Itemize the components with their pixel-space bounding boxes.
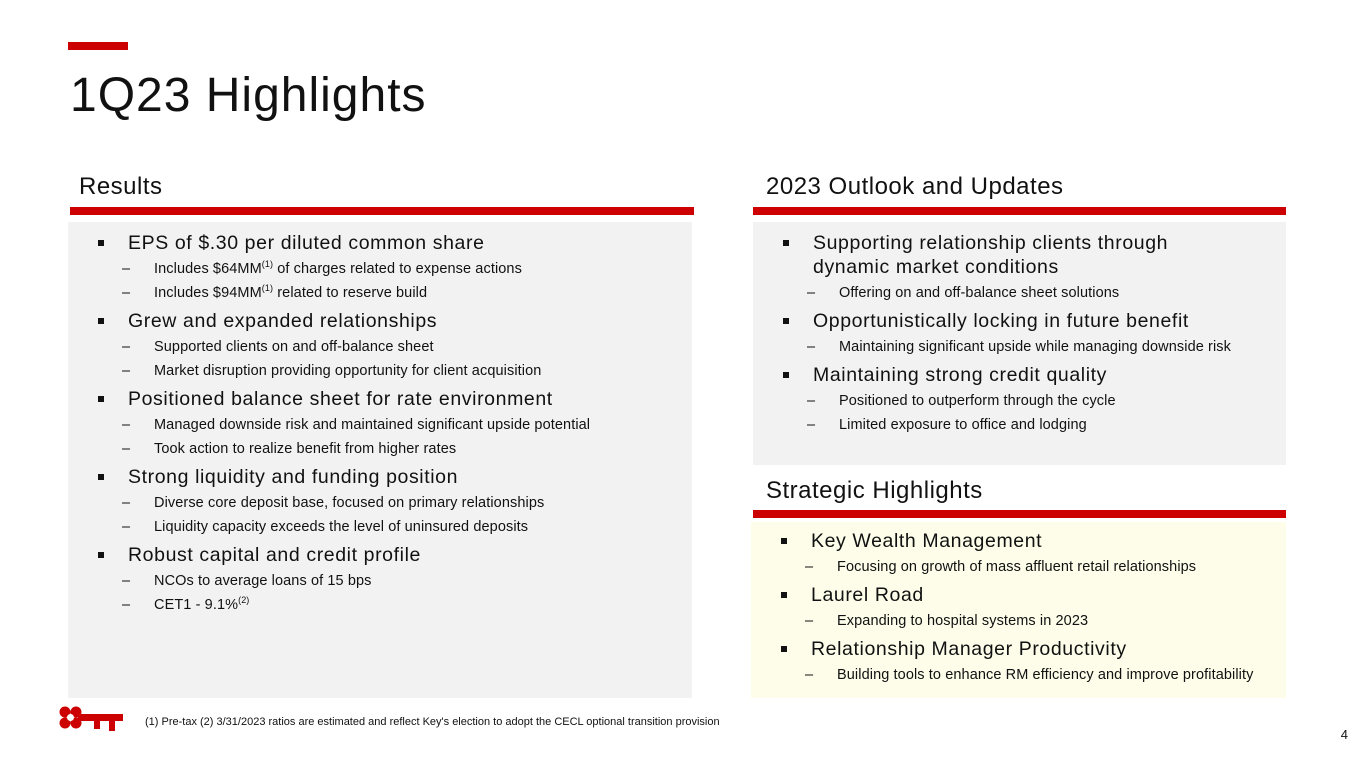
sub-item xyxy=(68,439,692,459)
sub-text-cont: related to reserve build xyxy=(273,285,428,301)
dash-bullet-icon: – xyxy=(122,441,131,457)
strategic-list xyxy=(751,529,1286,685)
footnote-ref: (2) xyxy=(238,595,250,605)
square-bullet-icon xyxy=(781,538,787,544)
sub-list xyxy=(751,665,1286,685)
page-number: 4 xyxy=(1340,727,1348,742)
dash-bullet-icon: – xyxy=(122,363,131,379)
bullet-group xyxy=(753,309,1286,357)
sub-item xyxy=(68,361,692,381)
dash-bullet-icon: – xyxy=(807,417,816,433)
bullet-group xyxy=(751,529,1286,577)
sub-text: Supported clients on and off-balance sheet xyxy=(154,339,434,355)
dash-bullet-icon: – xyxy=(805,613,814,629)
dash-bullet-icon: – xyxy=(807,393,816,409)
bullet-item xyxy=(751,583,1286,607)
sub-list xyxy=(68,571,692,615)
sub-text: Limited exposure to office and lodging xyxy=(839,417,1087,433)
bullet-item xyxy=(751,529,1286,553)
sub-text: Took action to realize benefit from higher rates xyxy=(154,441,457,457)
sub-item xyxy=(68,571,692,591)
results-list xyxy=(68,231,692,615)
strategic-panel xyxy=(751,522,1286,698)
dash-bullet-icon: – xyxy=(122,261,131,277)
dash-bullet-icon: – xyxy=(122,417,131,433)
square-bullet-icon xyxy=(98,396,104,402)
bullet-item xyxy=(68,465,692,489)
dash-bullet-icon: – xyxy=(122,285,131,301)
square-bullet-icon xyxy=(783,318,789,324)
bullet-label: Maintaining strong credit quality xyxy=(813,364,1108,386)
strategic-heading: Strategic Highlights xyxy=(766,477,983,504)
bullet-item xyxy=(753,231,1286,279)
sub-text: Expanding to hospital systems in 2023 xyxy=(837,613,1089,629)
dash-bullet-icon: – xyxy=(122,597,131,613)
bullet-label: Supporting relationship clients through dynamic market conditions xyxy=(813,232,1169,278)
bullet-label: Grew and expanded relationships xyxy=(128,310,438,332)
sub-list xyxy=(68,415,692,459)
square-bullet-icon xyxy=(781,646,787,652)
dash-bullet-icon: – xyxy=(805,667,814,683)
sub-list xyxy=(753,391,1286,435)
sub-item xyxy=(751,665,1286,685)
bullet-group xyxy=(68,543,692,615)
sub-list xyxy=(751,611,1286,631)
sub-list xyxy=(753,283,1286,303)
bullet-group xyxy=(68,387,692,459)
sub-list xyxy=(68,259,692,303)
bullet-group xyxy=(68,465,692,537)
bullet-item xyxy=(753,309,1286,333)
dash-bullet-icon: – xyxy=(807,339,816,355)
bullet-group xyxy=(68,231,692,303)
sub-text: Maintaining significant upside while managing downside risk xyxy=(839,339,1231,355)
sub-list xyxy=(68,337,692,381)
square-bullet-icon xyxy=(98,318,104,324)
strategic-rule xyxy=(753,510,1286,518)
sub-text: Includes $94MM xyxy=(154,285,262,301)
sub-item xyxy=(68,493,692,513)
results-panel xyxy=(68,222,692,698)
dash-bullet-icon: – xyxy=(122,519,131,535)
sub-item xyxy=(751,557,1286,577)
outlook-rule xyxy=(753,207,1286,215)
bullet-item xyxy=(751,637,1286,661)
square-bullet-icon xyxy=(98,240,104,246)
sub-item xyxy=(753,415,1286,435)
dash-bullet-icon: – xyxy=(122,339,131,355)
square-bullet-icon xyxy=(98,474,104,480)
key-logo-icon xyxy=(58,703,124,733)
sub-list xyxy=(753,337,1286,357)
bullet-label: Strong liquidity and funding position xyxy=(128,466,459,488)
sub-text: Focusing on growth of mass affluent retail relationships xyxy=(837,559,1197,575)
sub-text: Diverse core deposit base, focused on primary relationships xyxy=(154,495,545,511)
sub-item xyxy=(753,283,1286,303)
sub-item xyxy=(68,337,692,357)
bullet-label: Positioned balance sheet for rate environment xyxy=(128,388,553,410)
dash-bullet-icon: – xyxy=(805,559,814,575)
bullet-item xyxy=(68,543,692,567)
bullet-item xyxy=(68,387,692,411)
sub-text: NCOs to average loans of 15 bps xyxy=(154,573,372,589)
results-heading: Results xyxy=(79,173,163,200)
sub-text: Includes $64MM xyxy=(154,261,262,277)
sub-text: Managed downside risk and maintained significant upside potential xyxy=(154,417,591,433)
sub-text: CET1 - 9.1% xyxy=(154,597,239,613)
sub-item xyxy=(68,259,692,279)
sub-text: Market disruption providing opportunity for client acquisition xyxy=(154,363,542,379)
results-rule xyxy=(70,207,694,215)
sub-list xyxy=(68,493,692,537)
bullet-item xyxy=(68,231,692,255)
footnote-ref: (1) xyxy=(261,283,274,293)
sub-text-cont: of charges related to expense actions xyxy=(273,261,522,277)
title-accent-bar xyxy=(68,42,128,50)
sub-item xyxy=(753,391,1286,411)
sub-text: Building tools to enhance RM efficiency and improve profitability xyxy=(837,667,1254,683)
sub-item xyxy=(68,415,692,435)
footnote: (1) Pre-tax (2) 3/31/2023 ratios are estimated and reflect Key's election to adopt the CECL optional transition provision xyxy=(145,716,720,728)
bullet-group xyxy=(753,231,1286,303)
sub-item xyxy=(753,337,1286,357)
sub-list xyxy=(751,557,1286,577)
outlook-list xyxy=(753,231,1286,435)
square-bullet-icon xyxy=(783,240,789,246)
square-bullet-icon xyxy=(98,552,104,558)
bullet-group xyxy=(751,637,1286,685)
square-bullet-icon xyxy=(783,372,789,378)
dash-bullet-icon: – xyxy=(122,495,131,511)
footnote-ref: (1) xyxy=(261,259,274,269)
sub-item xyxy=(751,611,1286,631)
sub-text: Offering on and off-balance sheet solutions xyxy=(839,285,1120,301)
sub-item xyxy=(68,595,692,615)
sub-item xyxy=(68,283,692,303)
outlook-panel xyxy=(753,222,1286,465)
page-title: 1Q23 Highlights xyxy=(70,69,427,122)
bullet-item xyxy=(753,363,1286,387)
bullet-item xyxy=(68,309,692,333)
square-bullet-icon xyxy=(781,592,787,598)
outlook-heading: 2023 Outlook and Updates xyxy=(766,173,1064,200)
bullet-label: Laurel Road xyxy=(811,584,924,606)
bullet-group xyxy=(751,583,1286,631)
bullet-group xyxy=(753,363,1286,435)
bullet-label: Robust capital and credit profile xyxy=(128,544,421,566)
dash-bullet-icon: – xyxy=(807,285,816,301)
bullet-label: EPS of $.30 per diluted common share xyxy=(128,232,485,254)
dash-bullet-icon: – xyxy=(122,573,131,589)
bullet-label: Key Wealth Management xyxy=(811,530,1043,552)
sub-item xyxy=(68,517,692,537)
sub-text: Positioned to outperform through the cycle xyxy=(839,393,1116,409)
bullet-group xyxy=(68,309,692,381)
bullet-label: Opportunistically locking in future benefit xyxy=(813,310,1189,332)
bullet-label: Relationship Manager Productivity xyxy=(811,638,1127,660)
sub-text: Liquidity capacity exceeds the level of uninsured deposits xyxy=(154,519,529,535)
